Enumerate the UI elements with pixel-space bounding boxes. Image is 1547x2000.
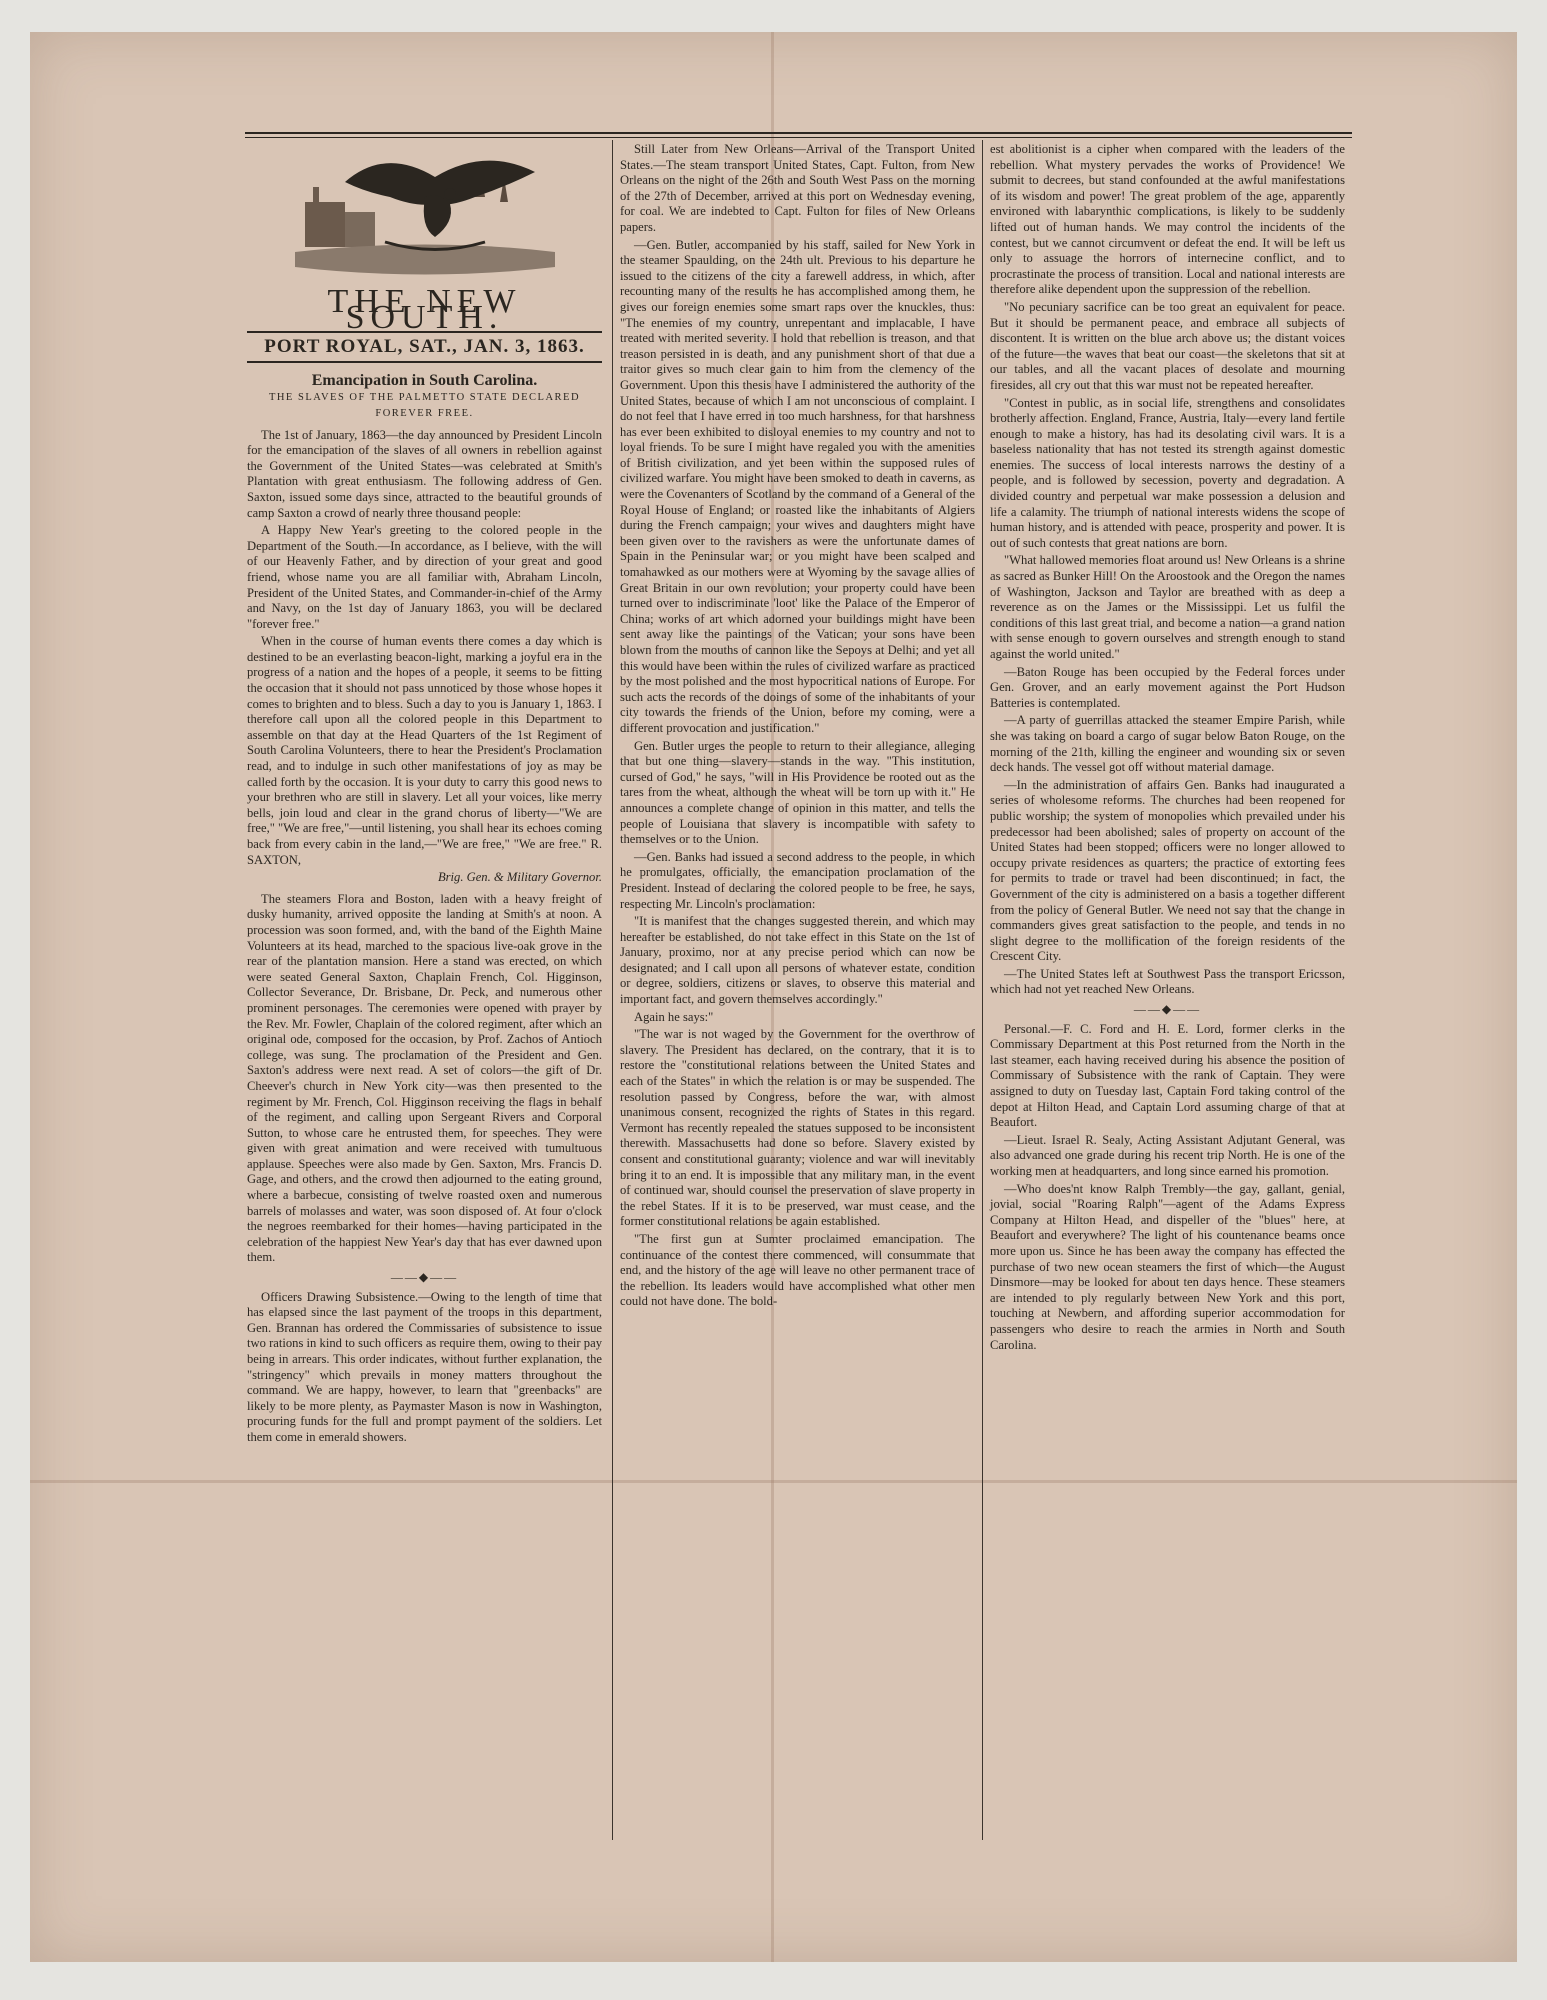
dash-ornament-icon: ——◆—— xyxy=(390,1270,459,1285)
article-paragraph: —Who does'nt know Ralph Trembly—the gay, gallant, genial, jovial, social "Roaring Ralph"—agent of the Adams Express Company at Hilton Head, and dispeller of the "blues" here, at Beaufort and everywhere? The light of his countenance beams once more upon us. Since he has been away the company has effected the purchase of two new ocean steamers the first of which—the August Dinsmore—may be looked for about ten days hence. These steamers are intended to ply regularly between New York and this port, touching at Newbern, and affording superior accommodation for passengers who desire to reach the armies in North and South Carolina. xyxy=(990,1181,1345,1352)
article-paragraph: Gen. Butler urges the people to return to their allegiance, alleging that but one thing—slavery—stands in the way. "This institution, cursed of God," he says, "will in His Providence be rooted out as the tares from the wheat, although the wheat will be torn up with it." He announces a complete change of opinion in this matter, and tells the people of Louisiana that slavery is incompatible with safety to themselves or to the Union. xyxy=(620,738,975,847)
article-paragraph: est abolitionist is a cipher when compared with the leaders of the rebellion. What mystery pervades the works of Providence! We submit to decrees, but stand confounded at the awful manifestations of its wisdom and power! The great problem of the age, apparently environed with labarynthic complications, is likely to be suddenly lifted out of human hands. We may control the incidents of the contest, but we cannot circumvent or defeat the end. It will be left us only to assuage the horrors of internecine conflict, and to procrastinate the process of transition. Local and national interests are therefore alike dependent upon the suppression of the rebellion. xyxy=(990,142,1345,297)
article-paragraph: Personal.—F. C. Ford and H. E. Lord, former clerks in the Commissary Department at this Post returned from the North in the last steamer, each having received during his absence the position of Commissary of Subsistence with the rank of Captain. They were assigned to duty on Tuesday last, Captain Ford taking control of the depot at Hilton Head, and Captain Lord assuming charge of that at Beaufort. xyxy=(990,1021,1345,1130)
column-3 xyxy=(990,142,1345,1355)
column-rule-1 xyxy=(612,140,613,1840)
column-2 xyxy=(620,142,975,1312)
article-paragraph: When in the course of human events there comes a day which is destined to be an everlasting beacon-light, marking a joyful era in the progress of a nation and the hopes of a people, it seems to be fitting the occasion that it should not pass unnoticed by those whose hopes it comes to brighten and to bless. Such a day to you is January 1, 1863. I therefore call upon all the colored people in this Department to assemble on that day at the Head Quarters of the 1st Regiment of South Carolina Volunteers, there to hear the President's Proclamation read, and to indulge in such other manifestations of joy as may be called forth by the occasion. It is your duty to carry this good news to your brethren who are still in slavery. Let all your voices, like merry bells, join loud and clear in the grand chorus of liberty—"We are free," "We are free,"—until listening, you shall hear its echoes coming back from every cabin in the land,—"We are free," "We are free." R. SAXTON, xyxy=(247,634,602,867)
article-paragraph: Officers Drawing Subsistence.—Owing to the length of time that has elapsed since the last payment of the troops in this department, Gen. Brannan has ordered the Commissaries of subsistence to issue two rations in kind to such officers as require them, owing to their pay being in arrears. This order indicates, without further explanation, the "stringency" which prevails in money matters throughout the command. We are happy, however, to learn that "greenbacks" are likely to be more plenty, as Paymaster Mason is now in Washington, procuring funds for the full and prompt payment of the soldiers. Let them come in emerald showers. xyxy=(247,1289,602,1444)
article-paragraph: —The United States left at Southwest Pass the transport Ericsson, which had not yet reached New Orleans. xyxy=(990,966,1345,997)
article-paragraph: "It is manifest that the changes suggested therein, and which may hereafter be established, do not take effect in this State on the 1st of January, proximo, nor at any precise period which can now be designated; and I call upon all persons of whatever estate, condition or degree, soldiers, citizens or slaves, to observe this material and important fact, and govern themselves accordingly." xyxy=(620,914,975,1007)
article-paragraph: A Happy New Year's greeting to the colored people in the Department of the South.—In accordance, as I believe, with the will of our Heavenly Father, and by direction of your great and good friend, whose name you are all familiar with, Abraham Lincoln, President of the United States, and Commander-in-chief of the Army and Navy, on the 1st day of January 1863, you will be declared "forever free." xyxy=(247,523,602,631)
fold-line-horizontal xyxy=(30,1480,1517,1483)
article-paragraph: "The war is not waged by the Government for the overthrow of slavery. The President has declared, on the contrary, that it is to restore the "constitutional relations between the United States and each of the States" in which the relation is or may be suspended. The resolution passed by Congress, before the war, with almost unanimous consent, recognized the rights of States in this regard. Vermont has recently repealed the statues supposed to be inconsistent therewith. Massachusetts had done so before. Slavery existed by consent and constitutional guaranty; violence and war will inevitably bring it to an end. It is impossible that any military man, in the event of continued war, should counsel the preservation of slave property in the rebel States. If it is to be preserved, war must cease, and the former constitutional relations be again established. xyxy=(620,1027,975,1229)
article-paragraph: —Lieut. Israel R. Sealy, Acting Assistant Adjutant General, was also advanced one grade during his recent trip North. He is one of the working men at headquarters, and long since earned his promotion. xyxy=(990,1132,1345,1178)
article-paragraph: The 1st of January, 1863—the day announced by President Lincoln for the emancipation of the slaves of all owners in rebellion against the Government of the United States—was celebrated at Smith's Plantation with great enthusiasm. The following address of Gen. Saxton, issued some days since, attracted to the beautiful grounds of camp Saxton a crowd of nearly three thousand people: xyxy=(247,427,602,520)
article-paragraph: "Contest in public, as in social life, strengthens and consolidates brotherly affection. England, France, Austria, Italy—every land fertile enough to make a history, has had its desolating civil wars. It is a baseless nationality that has not tested its strength against domestic enemies. The success of local interests narrows the destiny of a people, and is followed by secession, poverty and degradation. A divided country and perpetual war make possession a delusion and life a calamity. The triumph of national interests widens the scope of human history, and is attended with peace, prosperity and power. It is out of such contests that great nations are born. xyxy=(990,395,1345,550)
article-paragraph: —Gen. Banks had issued a second address to the people, in which he promulgates, officially, the emancipation proclamation of the President. Instead of declaring the colored people to be free, he says, respecting Mr. Lincoln's proclamation: xyxy=(620,849,975,911)
article-paragraph: "What hallowed memories float around us! New Orleans is a shrine as sacred as Bunker Hill! On the Aroostook and the Oregon the names of Washington, Jackson and Taylor are breathed with as deep a reverence as on the James or the Mississippi. Let us fulfil the conditions of this last great trial, and become a nation—a grand nation with sense enough to govern ourselves and strength enough to stand against the world united." xyxy=(990,553,1345,661)
article-paragraph: "The first gun at Sumter proclaimed emancipation. The continuance of the contest there commenced, will consummate that end, and the history of the age will leave no other permanent trace of the rebellion. Its leaders would have accomplished what other men could not have done. The bold- xyxy=(620,1231,975,1309)
masthead xyxy=(247,142,602,363)
article-paragraph: Still Later from New Orleans—Arrival of the Transport United States.—The steam transport United States, Capt. Fulton, from New Orleans on the night of the 26th and South West Pass on the morning of the 27th of December, arrived at this port on Wednesday evening, for coal. We are indebted to Capt. Fulton for files of New Orleans papers. xyxy=(620,142,975,234)
article-paragraph: —Baton Rouge has been occupied by the Federal forces under Gen. Grover, and an early movement against the Port Hudson Batteries is contemplated. xyxy=(990,664,1345,710)
signature-title: Brig. Gen. & Military Governor. xyxy=(437,870,602,885)
eagle-masthead-icon xyxy=(285,142,565,292)
article-paragraph: —In the administration of affairs Gen. Banks had inaugurated a series of wholesome reforms. The churches had been reopened for public worship; the system of monopolies which prevailed under his predecessor had been abolished; sales of property on account of the United States had been stopped; officers were no longer allowed to occupy private residences as quarters; the practice of extorting fees for permits to trade or travel had been discontinued; in fact, the Government of the city is administered on a basis a together different from the policy of General Butler. We need not say that the change in commanders gives great satisfaction to the people, and tends in no slight degree to the mollification of the foreign residents of the Crescent City. xyxy=(990,777,1345,964)
article-paragraph: —Gen. Butler, accompanied by his staff, sailed for New York in the steamer Spaulding, on the 24th ult. Previous to his departure he issued to the citizens of the city a farewell address, in which, after recounting many of the results he has accomplished among them, he gives our foreign enemies some smart raps over the knuckles, thus: "The enemies of my country, unrepentant and implacable, I have treated with merited severity. I hold that rebellion is treason, and that treason persisted in is death, and any punishment short of that due a traitor gives so much clear gain to him from the clemency of the Government. Upon this thesis have I administered the authority of the United States, because of which I am not unconscious of complaint. I do not feel that I have erred in too much harshness, for that harshness has ever been exhibited to disloyal enemies to my country and not to loyal friends. To be sure I might have regaled you with the amenities of British civilization, and yet been within the supposed rules of civilized warfare. You might have been smoked to death in caverns, as were the Covenanters of Scotland by the command of a General of the Royal House of England; or roasted like the inhabitants of Algiers during the French campaign; your wives and daughters might have been given over to the ravishers as were the unfortunate dames of Spain in the Peninsular war; or you might have been scalped and tomahawked as our mothers were at Wyoming by the savage allies of Great Britain in our own revolution; your property could have been turned over to indiscriminate 'loot' like the Palace of the Emperor of China; works of art which adorned your buildings might have been sent away like the paintings of the Vatican; your sons have been blown from the mouths of cannon like the Sepoys at Delhi; and yet all this would have been within the rules of civilized warfare as practiced by the most polished and the most hypocritical nations of Europe. For such acts the records of the doings of some of the inhabitants of your city towards the friends of the Union, before my coming, were a different provocation and justification." xyxy=(620,237,975,735)
article-subhead: THE SLAVES OF THE PALMETTO STATE DECLARED FOREVER FREE. xyxy=(268,392,581,419)
article-paragraph: —A party of guerrillas attacked the steamer Empire Parish, while she was taking on board a cargo of sugar below Baton Rouge, on the morning of the 21th, killing the engineer and wounding six or seven deck hands. The vessel got off without material damage. xyxy=(990,713,1345,775)
top-rule-thin xyxy=(245,137,1352,138)
dash-ornament-icon: ——◆—— xyxy=(1133,1002,1202,1017)
dateline: PORT ROYAL, SAT., JAN. 3, 1863. xyxy=(247,331,602,363)
article-paragraph: "No pecuniary sacrifice can be too great an equivalent for peace. But it should be permanent peace, and embrace all subjects of discontent. It is written on the blue arch above us; the distant voices of the future—the waves that beat our coast—the skeletons that sit at our tables, and all the vacant places of desolate and mourning firesides, all cry out that this war must not be repeated hereafter. xyxy=(990,299,1345,392)
article-headline: Emancipation in South Carolina. xyxy=(311,371,538,389)
top-rule xyxy=(245,132,1352,134)
column-rule-2 xyxy=(982,140,983,1840)
newspaper-title: THE NEW SOUTH. xyxy=(327,283,522,336)
article-paragraph: Again he says:" xyxy=(634,1009,714,1024)
article-paragraph: The steamers Flora and Boston, laden with a heavy freight of dusky humanity, arrived opposite the landing at Smith's at noon. A procession was soon formed, and, with the band of the Eighth Maine Volunteers at its head, marched to the spacious live-oak grove in the rear of the plantation mansion. Here a stand was erected, on which were seated General Saxton, Chaplain French, Col. Higginson, Collector Severance, Dr. Brisbane, Dr. Peck, and numerous other prominent personages. The ceremonies were opened with prayer by the Rev. Mr. Fowler, Chaplain of the colored regiment, after which an original ode, composed for the occasion, by Prof. Zachos of Antioch college, was sung. The proclamation of the President and Gen. Saxton's address were next read. A set of colors—the gift of Dr. Cheever's church in New York city—was then presented to the regiment by Mr. French, Col. Higginson receiving the flags in behalf of the regiment, and calling upon Sergeant Rivers and Corporal Sutton, to whose care he entrusted them, for speeches. They were given with great animation and were received with tumultuous applause. Speeches were also made by Gen. Saxton, Mrs. Francis D. Gage, and others, and the crowd then adjourned to the eating ground, where a barbecue, consisting of twelve roasted oxen and numerous barrels of molasses and water, was soon disposed of. At four o'clock the negroes reembarked for their homes—having participated in the celebration of the happiest New Year's day that has ever dawned upon them. xyxy=(247,891,602,1265)
column-1 xyxy=(247,142,602,1448)
